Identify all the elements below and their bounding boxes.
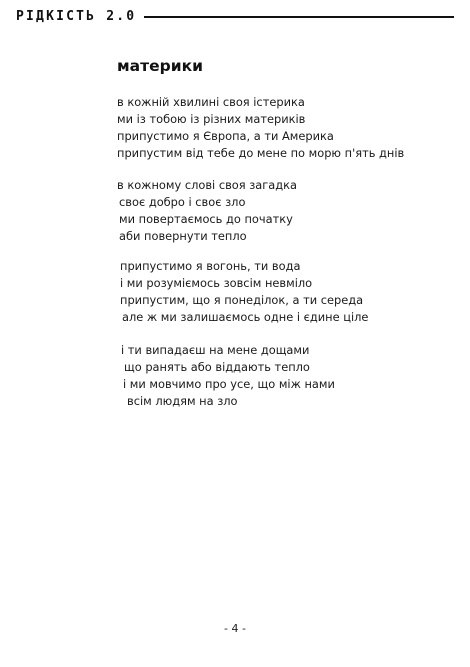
stanza-4	[121, 342, 335, 410]
poem-line: але ж ми залишаємось одне і єдине ціле	[122, 310, 369, 324]
poem-line: що ранять або віддають тепло	[124, 360, 310, 374]
header-rule	[144, 16, 454, 18]
poem-line: своє добро і своє зло	[119, 195, 246, 209]
poem-line: припустим від тебе до мене по морю п'ять днів	[117, 146, 405, 160]
poem-line: всім людям на зло	[127, 394, 238, 408]
poem-line: ми повертаємось до початку	[119, 212, 293, 226]
poem-line: і ми мовчимо про усе, що між нами	[123, 377, 335, 391]
poem-title: материки	[117, 57, 203, 75]
poem-line: аби повернути тепло	[119, 229, 247, 243]
poem-line: ми із тобою із різних материків	[117, 112, 306, 126]
book-title: РІДКІСТЬ 2.0	[16, 8, 137, 24]
poem-line: припустимо я вогонь, ти вода	[120, 259, 301, 273]
poem-line: припустим, що я понеділок, а ти середа	[120, 293, 364, 307]
page-number: - 4 -	[224, 622, 246, 635]
stanza-2	[117, 177, 297, 245]
poem-line: в кожному слові своя загадка	[117, 178, 297, 192]
running-header	[16, 6, 454, 26]
poem-line: в кожній хвилині своя істерика	[117, 95, 305, 109]
stanza-1	[117, 94, 404, 162]
poem-line: припустимо я Європа, а ти Америка	[117, 129, 334, 143]
stanza-3	[120, 258, 368, 326]
poem-line: і ти випадаєш на мене дощами	[121, 343, 310, 357]
poem-line: і ми розуміємось зовсім невміло	[120, 276, 313, 290]
